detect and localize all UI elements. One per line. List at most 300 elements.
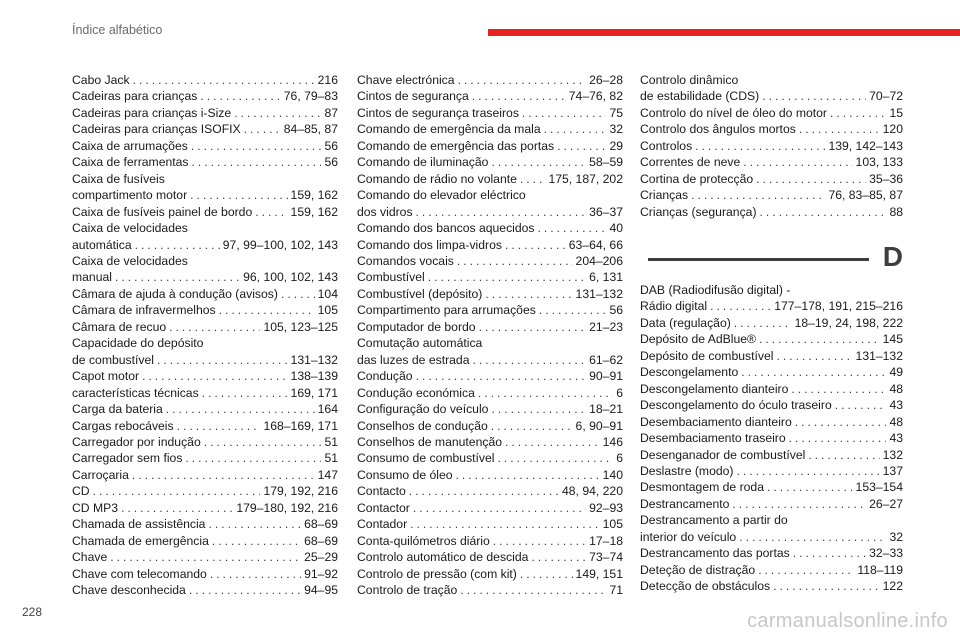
index-entry: [357, 302, 623, 318]
dot-leader: [234, 105, 321, 121]
index-entry: [72, 582, 338, 598]
index-column-2: [357, 72, 623, 599]
index-entry: [640, 529, 903, 545]
index-page-refs: 48: [889, 414, 903, 429]
index-page-refs: 164: [317, 402, 338, 417]
index-entry: [72, 204, 338, 220]
dot-leader: [756, 171, 866, 187]
dot-leader: [457, 253, 573, 269]
index-page-refs: 35–36: [869, 171, 903, 186]
index-term: Comando dos limpa-vidros: [357, 237, 502, 252]
index-term: compartimento motor: [72, 188, 188, 203]
dot-leader: [491, 418, 573, 434]
index-page-refs: 6, 90–91: [575, 418, 623, 433]
index-term: Comando de emergência das portas: [357, 138, 555, 153]
dot-leader: [192, 154, 322, 170]
dot-leader: [416, 204, 587, 220]
index-entry: [640, 578, 903, 594]
dot-leader: [458, 72, 587, 88]
index-entry: [640, 88, 903, 104]
index-term: Caixa de ferramentas: [72, 155, 189, 170]
index-page-refs: 32–33: [869, 546, 903, 561]
dot-leader: [789, 430, 887, 446]
index-page-refs: 159, 162: [290, 204, 338, 219]
index-entry: [357, 467, 623, 483]
index-term: Caixa de fusíveis painel de bordo: [72, 204, 253, 219]
index-page-refs: 49: [889, 365, 903, 380]
dot-leader: [135, 237, 220, 253]
index-term: Cortina de protecção: [640, 171, 754, 186]
index-entry: [72, 237, 338, 253]
index-term: Cadeiras para crianças ISOFIX: [72, 122, 241, 137]
index-entry: [640, 154, 903, 170]
index-page-refs: 132: [882, 447, 903, 462]
index-entry: [357, 566, 623, 582]
index-entry: [357, 500, 623, 516]
index-term: Controlo do nível de óleo do motor: [640, 105, 827, 120]
dot-leader: [219, 302, 315, 318]
index-page-refs: 36–37: [589, 204, 623, 219]
index-term: das luzes de estrada: [357, 352, 470, 367]
index-term: Deteção de distração: [640, 562, 756, 577]
dot-leader: [204, 434, 322, 450]
dot-leader: [759, 331, 880, 347]
index-page-refs: 6, 131: [589, 270, 623, 285]
index-page-refs: 32: [889, 529, 903, 544]
index-entry: [357, 121, 623, 137]
index-term: Desenganador de combustível: [640, 447, 806, 462]
index-term: Chave: [72, 550, 108, 565]
index-entry: [357, 138, 623, 154]
index-term: manual: [72, 270, 112, 285]
index-page-refs: 131–132: [855, 348, 903, 363]
dot-leader: [741, 364, 886, 380]
index-page-refs: 29: [609, 138, 623, 153]
index-entry: [72, 138, 338, 154]
index-page-refs: 68–69: [304, 517, 338, 532]
index-page-refs: 25–29: [304, 550, 338, 565]
index-entry: [72, 302, 338, 318]
index-entry: [640, 331, 903, 347]
dot-leader: [189, 582, 301, 598]
index-entry: [72, 500, 338, 516]
dot-leader: [491, 401, 586, 417]
index-page-refs: 149, 151: [575, 566, 623, 581]
dot-leader: [410, 516, 600, 532]
index-term: Crianças: [640, 188, 689, 203]
dot-leader: [795, 414, 887, 430]
dot-leader: [115, 269, 240, 285]
index-term: Câmara de infravermelhos: [72, 303, 216, 318]
index-page-refs: 87: [324, 105, 338, 120]
index-term: Controlo de tração: [357, 583, 458, 598]
index-entry-heading: Comutação automática: [357, 336, 483, 351]
index-entry: [357, 385, 623, 401]
index-entry: [357, 319, 623, 335]
index-entry: [640, 364, 903, 380]
index-page-refs: 169, 171: [290, 385, 338, 400]
index-term: Comando de emergência da mala: [357, 122, 541, 137]
dot-leader: [522, 105, 607, 121]
dot-leader: [830, 105, 886, 121]
index-page-refs: 51: [324, 434, 338, 449]
dot-leader: [762, 88, 866, 104]
index-entry: [357, 516, 623, 532]
index-term: Condução: [357, 369, 413, 384]
dot-leader: [539, 302, 607, 318]
index-entry: [640, 171, 903, 187]
index-entry: [72, 385, 338, 401]
index-page-refs: 216: [317, 73, 338, 87]
index-entry-heading: Caixa de velocidades: [72, 253, 188, 268]
index-term: Cintos de segurança traseiros: [357, 105, 519, 120]
dot-leader: [133, 72, 315, 88]
index-entry: [72, 121, 338, 137]
dot-leader: [557, 138, 606, 154]
index-term: Cargas rebocáveis: [72, 418, 174, 433]
dot-leader: [142, 368, 287, 384]
index-page-refs: 147: [317, 467, 338, 482]
index-entry-heading: Caixa de fusíveis: [72, 171, 165, 186]
index-term: Cintos de segurança: [357, 89, 469, 104]
index-entry: [640, 545, 903, 561]
index-entry: [357, 269, 623, 285]
index-entry: [357, 582, 623, 598]
index-entry: [72, 516, 338, 532]
index-entry: [640, 121, 903, 137]
dot-leader: [520, 566, 573, 582]
index-term: Condução económica: [357, 385, 475, 400]
dot-leader: [472, 352, 586, 368]
index-entry: [640, 204, 903, 220]
index-entry: [640, 397, 903, 413]
index-page-refs: 138–139: [290, 369, 338, 384]
index-page-refs: 58–59: [589, 155, 623, 170]
index-entry-heading: Caixa de velocidades: [72, 221, 188, 236]
dot-leader: [808, 447, 879, 463]
index-entry: [640, 381, 903, 397]
dot-leader: [479, 319, 587, 335]
index-page-refs: 103, 133: [855, 155, 903, 170]
index-page-refs: 18–21: [589, 402, 623, 417]
index-page-refs: 140: [602, 467, 623, 482]
index-entry: [357, 72, 623, 88]
index-term: Destrancamento: [640, 496, 730, 511]
index-page-refs: 88: [889, 204, 903, 219]
index-term: Comandos vocais: [357, 253, 454, 268]
index-entry-heading: Capacidade do depósito: [72, 336, 204, 351]
index-page-refs: 122: [882, 579, 903, 594]
index-term: Combustível: [357, 270, 425, 285]
index-entry: [640, 187, 903, 203]
index-entry-heading: Comando do elevador eléctrico: [357, 188, 526, 203]
index-term: automática: [72, 237, 132, 252]
watermark: carmanualsonline.info: [747, 610, 948, 632]
section-divider: [648, 243, 903, 283]
index-page-refs: 84–85, 87: [283, 122, 338, 137]
index-page-refs: 137: [882, 463, 903, 478]
index-term: Destrancamento das portas: [640, 546, 790, 561]
index-entry: [357, 220, 623, 236]
index-page-refs: 17–18: [589, 533, 623, 548]
index-term: Compartimento para arrumações: [357, 303, 536, 318]
index-page-refs: 168–169, 171: [263, 418, 338, 433]
dot-leader: [409, 483, 559, 499]
index-page-refs: 70–72: [869, 89, 903, 104]
section-letter: D: [882, 241, 903, 272]
dot-leader: [493, 533, 586, 549]
index-term: características técnicas: [72, 385, 199, 400]
dot-leader: [185, 450, 321, 466]
index-page-refs: 159, 162: [290, 188, 338, 203]
index-page-refs: 131–132: [575, 286, 623, 301]
index-entry: [72, 434, 338, 450]
index-page-refs: 76, 79–83: [283, 89, 338, 104]
index-entry: [72, 105, 338, 121]
index-term: Deslastre (modo): [640, 463, 734, 478]
dot-leader: [110, 549, 301, 565]
dot-leader: [520, 171, 546, 187]
index-entry: [357, 88, 623, 104]
index-entry: [357, 237, 623, 253]
index-term: Caixa de arrumações: [72, 138, 188, 153]
index-entry: [640, 562, 903, 578]
index-entry-heading: Controlo dinâmico: [640, 73, 739, 87]
index-entry: [357, 368, 623, 384]
dot-leader: [544, 121, 607, 137]
index-page-refs: 48: [889, 381, 903, 396]
index-entry: [357, 483, 623, 499]
dot-leader: [157, 352, 288, 368]
index-term: Comando dos bancos aquecidos: [357, 221, 535, 236]
index-term: Controlo de pressão (com kit): [357, 566, 517, 581]
index-term: Chave desconhecida: [72, 583, 186, 598]
dot-leader: [190, 187, 287, 203]
index-term: Carregador por indução: [72, 434, 201, 449]
index-entry-heading: Destrancamento a partir do: [640, 513, 788, 528]
dot-leader: [505, 237, 566, 253]
index-column-3: [640, 72, 903, 220]
dot-leader: [416, 368, 587, 384]
index-term: Correntes de neve: [640, 155, 741, 170]
index-term: Consumo de combustível: [357, 451, 495, 466]
index-entry: [72, 88, 338, 104]
dot-leader: [132, 467, 315, 483]
index-term: Contacto: [357, 484, 406, 499]
index-term: Crianças (segurança): [640, 204, 757, 219]
index-page-refs: 153–154: [855, 480, 903, 495]
index-term: Depósito de AdBlue®: [640, 332, 757, 347]
dot-leader: [281, 286, 315, 302]
index-page-refs: 6: [616, 385, 623, 400]
index-entry: [72, 566, 338, 582]
index-page-refs: 105, 123–125: [263, 319, 338, 334]
index-page-refs: 120: [882, 122, 903, 137]
index-entry: [72, 450, 338, 466]
dot-leader: [505, 434, 600, 450]
index-page-refs: 105: [317, 303, 338, 318]
dot-leader: [767, 479, 853, 495]
index-entry: [72, 483, 338, 499]
index-page-refs: 6: [616, 451, 623, 466]
index-term: Câmara de recuo: [72, 319, 167, 334]
page-header-title: Índice alfabético: [72, 23, 163, 37]
dot-leader: [428, 269, 586, 285]
index-entry: [357, 286, 623, 302]
dot-leader: [121, 500, 233, 516]
index-term: Contactor: [357, 500, 410, 515]
index-page-refs: 92–93: [589, 500, 623, 515]
index-page-refs: 131–132: [290, 352, 338, 367]
index-term: interior do veículo: [640, 529, 737, 544]
index-entry: [357, 418, 623, 434]
index-term: Comando de iluminação: [357, 155, 489, 170]
dot-leader: [791, 381, 886, 397]
index-term: Câmara de ajuda à condução (avisos): [72, 286, 278, 301]
index-term: CD: [72, 484, 90, 499]
index-page-refs: 179, 192, 216: [263, 484, 338, 499]
index-page-refs: 146: [602, 434, 623, 449]
index-term: Cadeiras para crianças: [72, 89, 198, 104]
index-page-refs: 91–92: [304, 566, 338, 581]
index-entry: [357, 450, 623, 466]
index-entry: [640, 315, 903, 331]
index-page-refs: 118–119: [857, 562, 903, 577]
dot-leader: [760, 204, 887, 220]
dot-leader: [710, 298, 771, 314]
index-page-refs: 68–69: [304, 533, 338, 548]
dot-leader: [743, 154, 852, 170]
index-term: Contador: [357, 517, 408, 532]
index-term: dos vidros: [357, 204, 413, 219]
index-page-refs: 105: [602, 517, 623, 532]
index-entry-heading: DAB (Radiodifusão digital) -: [640, 283, 791, 297]
dot-leader: [166, 401, 315, 417]
index-term: Rádio digital: [640, 299, 708, 314]
dot-leader: [691, 187, 825, 203]
header-accent-bar: [488, 29, 960, 36]
dot-leader: [776, 348, 852, 364]
index-term: Desembaciamento dianteiro: [640, 414, 792, 429]
index-page-refs: 43: [889, 398, 903, 413]
index-entry: [640, 447, 903, 463]
index-page-refs: 43: [889, 431, 903, 446]
dot-leader: [835, 397, 887, 413]
index-page-refs: 97, 99–100, 102, 143: [222, 237, 338, 252]
index-page-refs: 73–74: [589, 550, 623, 565]
index-term: Capot motor: [72, 369, 140, 384]
index-term: Chave com telecomando: [72, 566, 207, 581]
index-entry: [72, 368, 338, 384]
index-page-refs: 32: [609, 122, 623, 137]
index-entry: [72, 319, 338, 335]
index-entry: [640, 298, 903, 314]
index-term: Chamada de assistência: [72, 517, 206, 532]
dot-leader: [169, 319, 260, 335]
index-entry: [357, 204, 623, 220]
index-page-refs: 75: [609, 105, 623, 120]
index-entry: [72, 533, 338, 549]
index-term: Carga da bateria: [72, 402, 163, 417]
index-page-refs: 61–62: [589, 352, 623, 367]
index-entry: [357, 154, 623, 170]
index-page-refs: 90–91: [589, 369, 623, 384]
index-entry: [640, 430, 903, 446]
index-term: de estabilidade (CDS): [640, 89, 760, 104]
index-term: Conselhos de condução: [357, 418, 488, 433]
index-entry: [357, 549, 623, 565]
index-term: Detecção de obstáculos: [640, 579, 771, 594]
dot-leader: [695, 138, 825, 154]
index-entry: [72, 72, 338, 88]
index-column-3-section-d: [640, 282, 903, 595]
dot-leader: [491, 154, 586, 170]
index-term: Computador de bordo: [357, 319, 476, 334]
index-page-refs: 63–64, 66: [568, 237, 623, 252]
index-term: de combustível: [72, 352, 154, 367]
dot-leader: [531, 549, 586, 565]
dot-leader: [732, 496, 866, 512]
index-entry: [72, 286, 338, 302]
index-term: Conselhos de manutenção: [357, 434, 502, 449]
index-term: Cadeiras para crianças i-Size: [72, 105, 232, 120]
index-page-refs: 40: [609, 221, 623, 236]
index-term: Controlos: [640, 138, 693, 153]
dot-leader: [177, 418, 261, 434]
index-term: Configuração do veículo: [357, 402, 489, 417]
index-term: Data (regulação): [640, 315, 731, 330]
index-entry: [640, 479, 903, 495]
index-page-refs: 104: [317, 286, 338, 301]
index-term: Descongelamento do óculo traseiro: [640, 398, 832, 413]
dot-leader: [485, 286, 572, 302]
index-page-refs: 71: [609, 583, 623, 598]
index-page-refs: 139, 142–143: [828, 138, 903, 153]
index-page-refs: 76, 83–85, 87: [828, 188, 903, 203]
index-entry: [72, 401, 338, 417]
index-term: Controlo dos ângulos mortos: [640, 122, 796, 137]
dot-leader: [773, 578, 880, 594]
dot-leader: [210, 566, 301, 582]
index-entry: [357, 171, 623, 187]
index-page-refs: 56: [324, 138, 338, 153]
index-column-1: [72, 72, 338, 599]
dot-leader: [538, 220, 607, 236]
index-entry: [72, 549, 338, 565]
index-entry: [640, 414, 903, 430]
dot-leader: [208, 516, 301, 532]
index-term: Chave electrónica: [357, 73, 455, 87]
index-entry: [640, 138, 903, 154]
index-entry: [640, 463, 903, 479]
dot-leader: [739, 529, 886, 545]
index-term: Consumo de óleo: [357, 467, 453, 482]
index-page-refs: 26–28: [589, 73, 623, 87]
dot-leader: [793, 545, 866, 561]
dot-leader: [191, 138, 322, 154]
index-entry: [357, 533, 623, 549]
index-entry: [357, 352, 623, 368]
index-entry: [72, 418, 338, 434]
dot-leader: [799, 121, 880, 137]
index-page-refs: 21–23: [589, 319, 623, 334]
index-term: Cabo Jack: [72, 73, 130, 87]
index-term: Combustível (depósito): [357, 286, 483, 301]
dot-leader: [202, 385, 288, 401]
index-page-refs: 74–76, 82: [568, 89, 623, 104]
index-term: Carroçaria: [72, 467, 129, 482]
dot-leader: [460, 582, 606, 598]
